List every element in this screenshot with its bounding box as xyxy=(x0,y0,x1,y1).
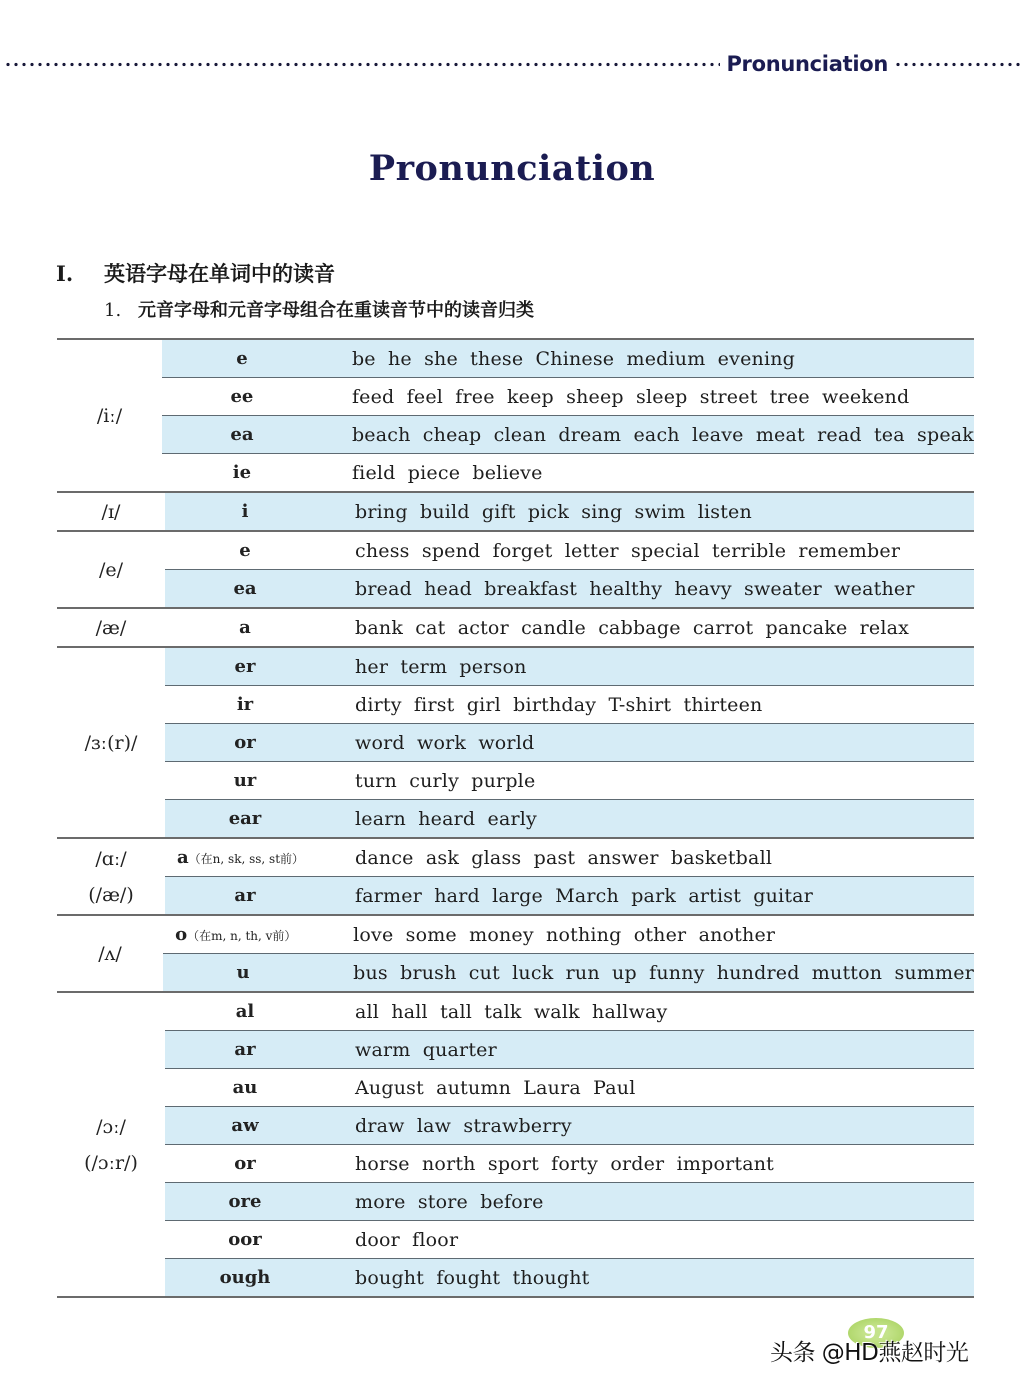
table-row xyxy=(162,415,974,453)
phonetic-symbol: /e/ xyxy=(98,558,124,581)
letters-text: u xyxy=(236,962,250,983)
phoneme-group xyxy=(57,646,974,837)
letter-combination xyxy=(165,1001,325,1022)
letters-text: i xyxy=(241,501,249,522)
letter-combination xyxy=(165,1039,325,1060)
letter-combination xyxy=(165,578,325,599)
letter-combination xyxy=(165,808,325,829)
table-row xyxy=(165,1030,974,1068)
letter-combination xyxy=(165,1191,325,1212)
subsection-heading xyxy=(104,296,534,322)
letters-text: e xyxy=(236,348,248,369)
table-row xyxy=(165,685,974,723)
example-words: bus brush cut luck run up funny hundred mutton summer xyxy=(353,961,974,984)
example-words: bread head breakfast healthy heavy sweater weather xyxy=(355,577,915,600)
example-words: learn heard early xyxy=(355,807,537,830)
phonetic-symbol: /æ/ xyxy=(95,616,127,639)
phoneme-group xyxy=(57,837,974,914)
watermark: 头条 @HD燕赵时光 xyxy=(770,1340,969,1366)
page-title: Pronunciation xyxy=(368,148,656,189)
table-row xyxy=(163,916,974,953)
letters-text: ar xyxy=(234,885,256,906)
letter-combination xyxy=(162,386,322,407)
table-row xyxy=(165,493,974,530)
example-words: August autumn Laura Paul xyxy=(355,1076,636,1099)
letters-text: ear xyxy=(228,808,262,829)
phonetic-symbol: /ɔː/ xyxy=(96,1115,126,1138)
phonetic-symbol: (/æ/) xyxy=(88,883,134,906)
phoneme-group xyxy=(57,607,974,646)
letter-combination xyxy=(165,770,325,791)
letters-text: ea xyxy=(233,578,257,599)
example-words: beach cheap clean dream each leave meat read tea speak xyxy=(351,423,974,446)
example-words: be he she these Chinese medium evening xyxy=(351,347,796,370)
table-row xyxy=(165,993,974,1030)
table-row xyxy=(162,377,974,415)
letter-combination xyxy=(165,847,325,868)
phonetic-symbol-cell xyxy=(57,493,165,530)
letters-text: o xyxy=(175,924,188,945)
section-heading xyxy=(56,258,335,288)
phonetic-symbol: /ɑː/ xyxy=(95,847,127,870)
table-row xyxy=(165,1144,974,1182)
letter-combination xyxy=(162,348,322,369)
phonetic-symbol-cell xyxy=(57,839,165,914)
section-number: I. xyxy=(56,261,74,286)
example-words: bought fought thought xyxy=(355,1266,590,1289)
letters-text: or xyxy=(234,1153,256,1174)
table-row xyxy=(165,876,974,914)
letters-text: ee xyxy=(230,386,254,407)
page-number-badge: 97 xyxy=(848,1318,904,1348)
letters-text: aw xyxy=(231,1115,259,1136)
table-row xyxy=(165,569,974,607)
letters-text: ore xyxy=(228,1191,262,1212)
phonetic-symbol: /ɪ/ xyxy=(101,500,121,523)
phonetic-symbol: /iː/ xyxy=(96,404,123,427)
subsection-number: 1. xyxy=(104,300,122,321)
letter-combination xyxy=(162,462,322,483)
letter-combination xyxy=(165,656,325,677)
letter-combination xyxy=(165,1115,325,1136)
phoneme-group xyxy=(57,491,974,530)
dotted-rule xyxy=(4,62,720,67)
letters-text: al xyxy=(235,1001,255,1022)
example-words: more store before xyxy=(355,1190,544,1213)
letter-combination xyxy=(163,924,323,945)
letters-text: ar xyxy=(234,1039,256,1060)
example-words: field piece believe xyxy=(351,461,543,484)
phonetic-symbol: /ʌ/ xyxy=(98,942,122,965)
table-row xyxy=(165,1068,974,1106)
example-words: dirty first girl birthday T-shirt thirteen xyxy=(355,693,763,716)
phoneme-group xyxy=(57,338,974,491)
table-row xyxy=(165,1220,974,1258)
letters-text: ie xyxy=(232,462,252,483)
example-words: draw law strawberry xyxy=(355,1114,572,1137)
table-row xyxy=(163,953,974,991)
letters-text: ir xyxy=(236,694,254,715)
letters-text: a xyxy=(239,617,251,638)
table-row xyxy=(165,532,974,569)
letters-text: ea xyxy=(230,424,254,445)
table-row xyxy=(165,1106,974,1144)
example-words: bank cat actor candle cabbage carrot pancake relax xyxy=(355,616,910,639)
letters-text: oor xyxy=(228,1229,262,1250)
phoneme-group xyxy=(57,914,974,991)
letter-combination xyxy=(165,694,325,715)
dotted-rule xyxy=(894,62,1024,67)
table-row xyxy=(165,799,974,837)
letters-text: er xyxy=(234,656,256,677)
phonetic-symbol-cell xyxy=(57,532,165,607)
example-words: her term person xyxy=(355,655,527,678)
letter-combination xyxy=(165,732,325,753)
letter-combination xyxy=(163,962,323,983)
example-words: warm quarter xyxy=(355,1038,497,1061)
example-words: farmer hard large March park artist guitar xyxy=(355,884,813,907)
phoneme-group xyxy=(57,530,974,607)
letters-text: ough xyxy=(219,1267,271,1288)
table-row xyxy=(162,453,974,491)
letter-combination xyxy=(165,1267,325,1288)
phonetic-symbol-cell xyxy=(57,340,162,491)
phonetic-symbol-cell xyxy=(57,993,165,1296)
table-row xyxy=(165,1258,974,1296)
example-words: dance ask glass past answer basketball xyxy=(355,846,773,869)
example-words: love some money nothing other another xyxy=(353,923,776,946)
table-row xyxy=(162,340,974,377)
table-row xyxy=(165,1182,974,1220)
letters-text: ur xyxy=(233,770,257,791)
phonetic-symbol: (/ɔːr/) xyxy=(84,1151,138,1174)
table-row xyxy=(165,609,974,646)
letter-combination xyxy=(162,424,322,445)
phonetic-symbol-cell xyxy=(57,648,165,837)
letter-combination xyxy=(165,1153,325,1174)
pronunciation-table xyxy=(57,338,974,1298)
phonetic-symbol-cell xyxy=(57,916,163,991)
letters-text: au xyxy=(232,1077,258,1098)
example-words: all hall tall talk walk hallway xyxy=(355,1000,668,1023)
example-words: door floor xyxy=(355,1228,459,1251)
table-row xyxy=(165,723,974,761)
letter-combination xyxy=(165,540,325,561)
letters-note: （在m, n, th, v前） xyxy=(187,929,297,943)
phonetic-symbol: /ɜː(r)/ xyxy=(84,731,138,754)
subsection-title: 元音字母和元音字母组合在重读音节中的读音归类 xyxy=(138,300,534,321)
example-words: horse north sport forty order important xyxy=(355,1152,774,1175)
example-words: bring build gift pick sing swim listen xyxy=(355,500,752,523)
letter-combination xyxy=(165,885,325,906)
example-words: turn curly purple xyxy=(355,769,536,792)
phonetic-symbol-cell xyxy=(57,609,165,646)
table-row xyxy=(165,839,974,876)
section-title: 英语字母在单词中的读音 xyxy=(104,261,335,286)
running-title: Pronunciation xyxy=(726,52,888,76)
letters-text: or xyxy=(234,732,256,753)
table-row xyxy=(165,761,974,799)
running-header xyxy=(0,52,1024,76)
letter-combination xyxy=(165,1229,325,1250)
example-words: word work world xyxy=(355,731,535,754)
phoneme-group xyxy=(57,991,974,1298)
letters-note: （在n, sk, ss, st前） xyxy=(188,852,305,866)
example-words: chess spend forget letter special terrible remember xyxy=(355,539,901,562)
letter-combination xyxy=(165,617,325,638)
letters-text: e xyxy=(239,540,251,561)
table-row xyxy=(165,648,974,685)
letter-combination xyxy=(165,1077,325,1098)
letter-combination xyxy=(165,501,325,522)
example-words: feed feel free keep sheep sleep street tree weekend xyxy=(351,385,910,408)
letters-text: a xyxy=(177,847,189,868)
